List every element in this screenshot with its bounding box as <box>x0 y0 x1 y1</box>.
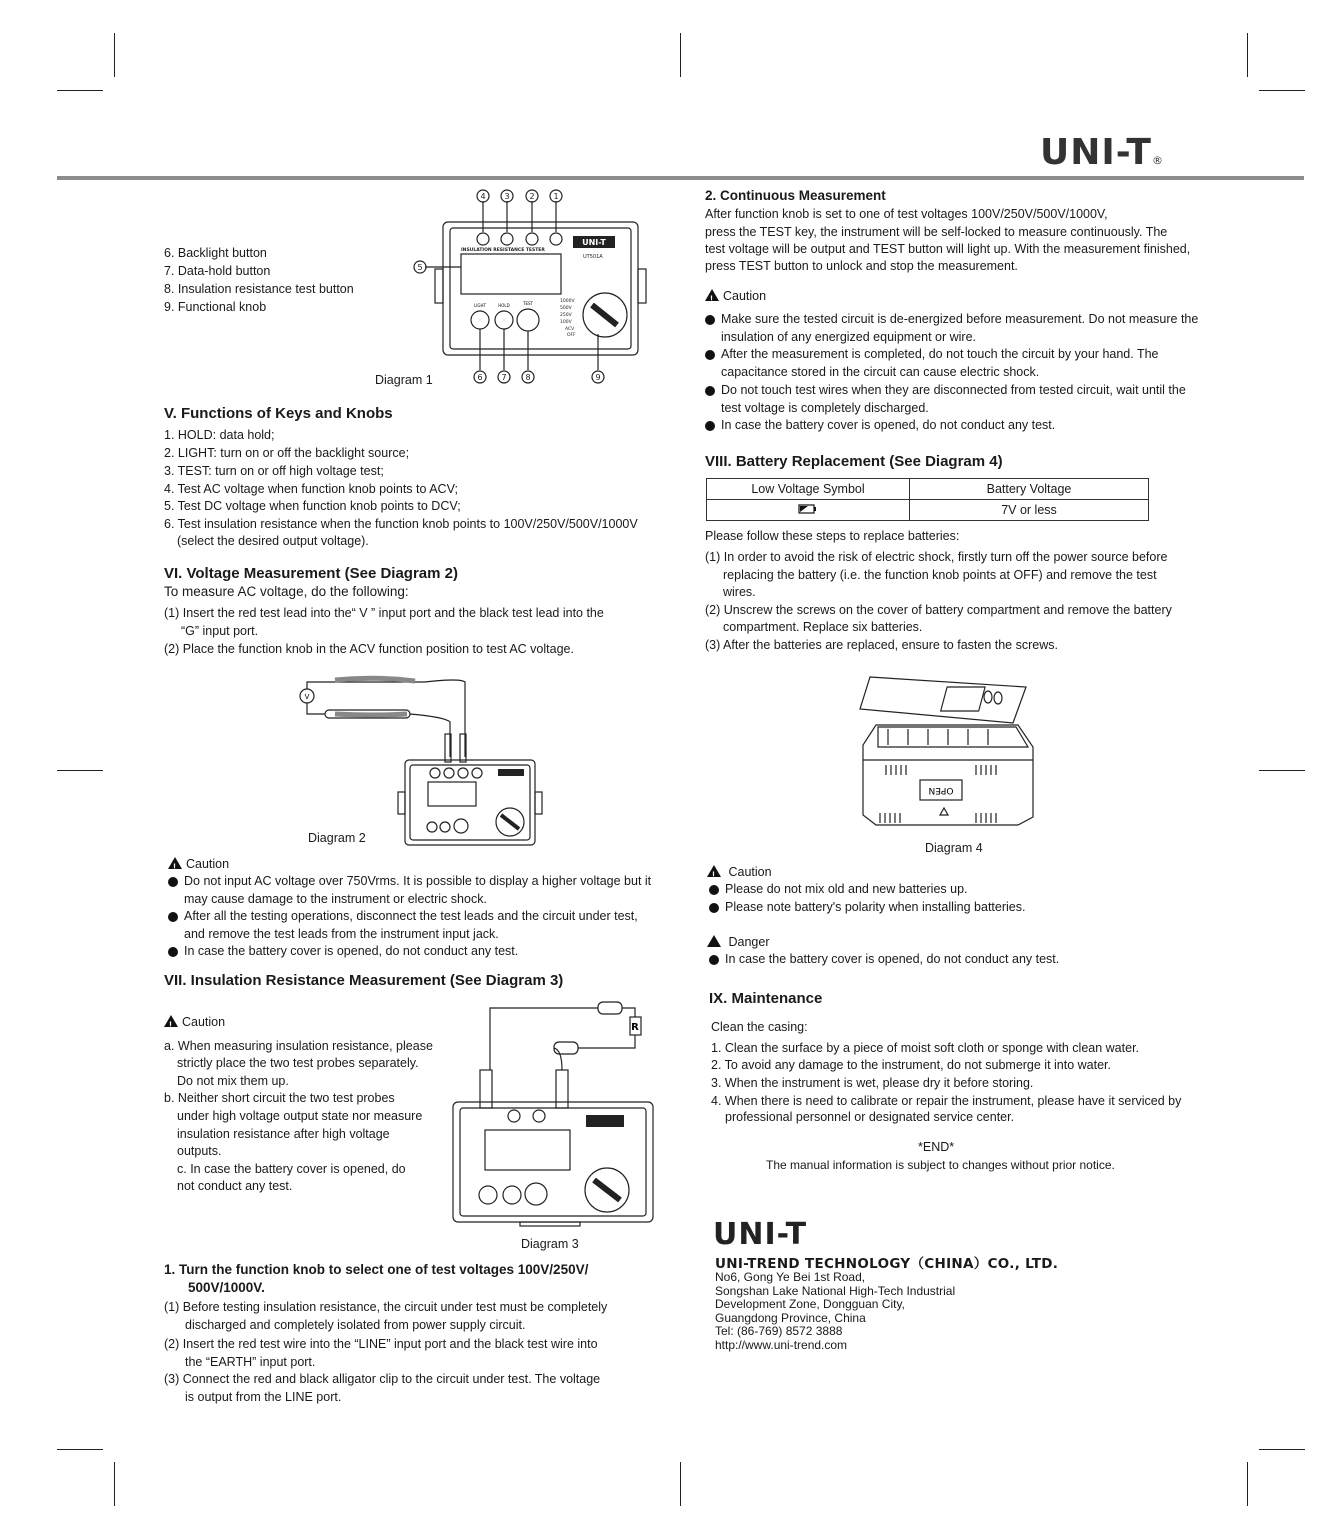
callout-2: 2 <box>529 192 535 201</box>
caution-line: under high voltage output state nor measure <box>177 1109 423 1123</box>
crop-mark <box>57 770 103 771</box>
low-battery-icon <box>707 500 910 521</box>
device-model: UT501A <box>583 254 603 260</box>
paragraph-line: test voltage will be output and TEST button will light up. With the measurement finished, <box>705 242 1191 256</box>
address-line: Guangdong Province, China <box>715 1311 866 1325</box>
list-item: 9. Functional knob <box>164 300 267 314</box>
list-item: 3. TEST: turn on or off high voltage test; <box>164 464 384 478</box>
bullet-icon <box>709 955 719 965</box>
bullet-icon <box>168 912 178 922</box>
diagram-1 <box>395 184 655 390</box>
crop-mark <box>1259 90 1305 91</box>
step: wires. <box>723 585 756 599</box>
warning-icon <box>164 1015 178 1027</box>
meter-symbol: V <box>304 693 310 701</box>
section-6-intro: To measure AC voltage, do the following: <box>164 584 409 599</box>
address-line: No6, Gong Ye Bei 1st Road, <box>715 1270 866 1284</box>
device-brand: UNI-T <box>582 238 606 247</box>
crop-mark <box>680 33 681 77</box>
crop-mark <box>114 1462 115 1506</box>
callout-6: 6 <box>477 373 483 382</box>
knob-label: OFF <box>567 333 576 338</box>
list-item: 4. Test AC voltage when function knob points to ACV; <box>164 482 458 496</box>
warning-icon <box>705 289 719 301</box>
callout-9: 9 <box>595 373 601 382</box>
crop-mark <box>680 1462 681 1506</box>
resistor-label: R <box>631 1022 639 1033</box>
step: compartment. Replace six batteries. <box>723 620 923 634</box>
diagram-4 <box>858 665 1043 840</box>
paragraph-line: press TEST button to unlock and stop the measurement. <box>705 259 1018 273</box>
address-line: Development Zone, Dongguan City, <box>715 1297 905 1311</box>
list-item: After all the testing operations, disconnect the test leads and the circuit under test, and remove the test leads from the instrument input jack. <box>168 908 653 943</box>
section-5-title: V. Functions of Keys and Knobs <box>164 405 393 422</box>
caution-line: insulation resistance after high voltage <box>177 1127 390 1141</box>
caution-line: outputs. <box>177 1144 222 1158</box>
danger-heading: Danger <box>707 933 769 951</box>
crop-mark <box>57 1449 103 1450</box>
knob-label: ACV <box>565 327 575 332</box>
list-item: In case the battery cover is opened, do not conduct any test. <box>709 951 1189 969</box>
open-label: OPEN <box>928 785 954 795</box>
caution-line: b. Neither short circuit the two test probes <box>164 1091 395 1105</box>
knob-label: 250V <box>560 313 572 318</box>
knob-label: 1000V <box>560 299 575 304</box>
callout-4: 4 <box>480 192 486 201</box>
header-rule <box>57 176 1304 180</box>
callout-3: 3 <box>504 192 510 201</box>
diagram-4-caption: Diagram 4 <box>925 841 983 855</box>
crop-mark <box>1259 770 1305 771</box>
list-item: 7. Data-hold button <box>164 264 271 278</box>
crop-mark <box>114 33 115 77</box>
bullet-icon <box>709 903 719 913</box>
diagram-3-caption: Diagram 3 <box>521 1237 579 1251</box>
caution-line: a. When measuring insulation resistance, please <box>164 1039 433 1053</box>
step: the “EARTH” input port. <box>185 1355 316 1369</box>
list-item: 1. HOLD: data hold; <box>164 428 275 442</box>
list-item: 6. Backlight button <box>164 246 267 260</box>
caution-line: c. In case the battery cover is opened, do <box>177 1162 406 1176</box>
step: discharged and completely isolated from power supply circuit. <box>185 1318 526 1332</box>
address-line: Songshan Lake National High-Tech Industrial <box>715 1284 956 1298</box>
caution-heading: ! Caution <box>707 863 772 881</box>
address-line: http://www.uni-trend.com <box>715 1338 848 1352</box>
bullet-icon <box>709 885 719 895</box>
callout-5: 5 <box>417 263 423 272</box>
paragraph-line: After function knob is set to one of test voltages 100V/250V/500V/1000V, <box>705 207 1108 221</box>
list-item: 6. Test insulation resistance when the function knob points to 100V/250V/500V/1000V <box>164 517 638 531</box>
continuous-title: 2. Continuous Measurement <box>705 188 886 203</box>
knob-label: 500V <box>560 306 572 311</box>
callout-1: 1 <box>553 192 559 201</box>
button-label: HOLD <box>498 303 510 308</box>
warning-icon <box>168 857 182 869</box>
table-header: Low Voltage Symbol <box>707 479 910 500</box>
bullet-icon <box>705 350 715 360</box>
list-item: In case the battery cover is opened, do not conduct any test. <box>705 417 1200 435</box>
step: (2) Insert the red test wire into the “LINE” input port and the black test wire into <box>164 1337 598 1351</box>
section-9-title: IX. Maintenance <box>709 990 823 1007</box>
step: (3) After the batteries are replaced, ensure to fasten the screws. <box>705 638 1058 652</box>
list-item: Please note battery's polarity when installing batteries. <box>709 899 1189 917</box>
crop-mark <box>1259 1449 1305 1450</box>
caution-heading: !Caution <box>705 287 766 305</box>
end-marker: *END* <box>918 1140 955 1154</box>
list-item: 4. When there is need to calibrate or repair the instrument, please have it serviced by <box>711 1094 1182 1108</box>
bullet-icon <box>705 421 715 431</box>
step: (1) In order to avoid the risk of electric shock, firstly turn off the power source before <box>705 550 1168 564</box>
bullet-icon <box>168 947 178 957</box>
battery-table <box>706 478 1149 521</box>
table-cell: 7V or less <box>910 500 1149 521</box>
caution-heading: !Caution <box>164 1013 225 1031</box>
callout-7: 7 <box>501 373 507 382</box>
step: (3) Connect the red and black alligator clip to the circuit under test. The voltage <box>164 1372 601 1386</box>
danger-icon <box>707 935 721 947</box>
step: (2) Place the function knob in the ACV function position to test AC voltage. <box>164 642 574 656</box>
bullet-icon <box>705 386 715 396</box>
section-7-title: VII. Insulation Resistance Measurement (See Diagram 3) <box>164 972 564 989</box>
step: “G” input port. <box>181 624 259 638</box>
company-logo: UNI-T <box>713 1217 808 1252</box>
device-label: INSULATION RESISTANCE TESTER <box>461 248 545 253</box>
list-item: 2. LIGHT: turn on or off the backlight source; <box>164 446 410 460</box>
crop-mark <box>57 90 103 91</box>
button-label: LIGHT <box>474 303 486 308</box>
caution-line: Do not mix them up. <box>177 1074 289 1088</box>
step: (2) Unscrew the screws on the cover of battery compartment and remove the battery <box>705 603 1172 617</box>
step: (1) Insert the red test lead into the“ V ” input port and the black test lead into the <box>164 606 604 620</box>
list-item: professional personnel or designated service center. <box>725 1110 1015 1124</box>
section-8-title: VIII. Battery Replacement (See Diagram 4) <box>705 453 1003 470</box>
paragraph-line: press the TEST key, the instrument will be self-locked to measure continuously. The <box>705 225 1168 239</box>
list-item: Please do not mix old and new batteries up. <box>709 881 1189 899</box>
section-6-title: VI. Voltage Measurement (See Diagram 2) <box>164 565 458 582</box>
section-9-intro: Clean the casing: <box>711 1020 808 1034</box>
crop-mark <box>1247 1462 1248 1506</box>
company-name: UNI-TREND TECHNOLOGY（CHINA）CO., LTD. <box>715 1256 1059 1272</box>
callout-8: 8 <box>525 373 531 382</box>
list-item: After the measurement is completed, do not touch the circuit by your hand. The capacitance stored in the circuit can cause electric shock. <box>705 346 1200 381</box>
list-item: (select the desired output voltage). <box>177 534 369 548</box>
list-item: Do not input AC voltage over 750Vrms. It is possible to display a higher voltage but it may cause damage to the instrument or electric shock. <box>168 873 653 908</box>
caution-heading: !Caution <box>168 855 229 873</box>
address-line: Tel: (86-769) 8572 3888 <box>715 1324 843 1338</box>
list-item: In case the battery cover is opened, do not conduct any test. <box>168 943 653 961</box>
brand-logo: UNI-T® <box>1040 132 1164 173</box>
diagram-1-caption: Diagram 1 <box>375 373 433 387</box>
knob-label: 100V <box>560 320 572 325</box>
step: is output from the LINE port. <box>185 1390 342 1404</box>
subsection-title: 500V/1000V. <box>188 1280 265 1295</box>
step: replacing the battery (i.e. the function knob points at OFF) and remove the test <box>723 568 1157 582</box>
list-item: Make sure the tested circuit is de-energized before measurement. Do not measure the insulation of any energized equipment or wire. <box>705 311 1200 346</box>
diagram-2 <box>295 672 545 852</box>
list-item: Do not touch test wires when they are disconnected from tested circuit, wait until the test voltage is completely discharged. <box>705 382 1200 417</box>
diagram-2-caption: Diagram 2 <box>308 831 366 845</box>
bullet-icon <box>168 877 178 887</box>
list-item: 1. Clean the surface by a piece of moist soft cloth or sponge with clean water. <box>711 1041 1140 1055</box>
step: (1) Before testing insulation resistance, the circuit under test must be completely <box>164 1300 608 1314</box>
bullet-icon <box>705 315 715 325</box>
diagram-3 <box>450 990 660 1230</box>
table-header: Battery Voltage <box>910 479 1149 500</box>
list-item: 5. Test DC voltage when function knob points to DCV; <box>164 499 461 513</box>
caution-line: not conduct any test. <box>177 1179 293 1193</box>
subsection-title: 1. Turn the function knob to select one of test voltages 100V/250V/ <box>164 1262 589 1277</box>
list-item: 8. Insulation resistance test button <box>164 282 354 296</box>
list-item: 3. When the instrument is wet, please dry it before storing. <box>711 1076 1034 1090</box>
warning-icon <box>707 865 721 877</box>
button-label: TEST <box>523 301 533 306</box>
caution-line: strictly place the two test probes separately. <box>177 1056 419 1070</box>
section-8-intro: Please follow these steps to replace batteries: <box>705 529 960 543</box>
crop-mark <box>1247 33 1248 77</box>
list-item: 2. To avoid any damage to the instrument, do not submerge it into water. <box>711 1058 1112 1072</box>
notice: The manual information is subject to changes without prior notice. <box>766 1158 1115 1172</box>
